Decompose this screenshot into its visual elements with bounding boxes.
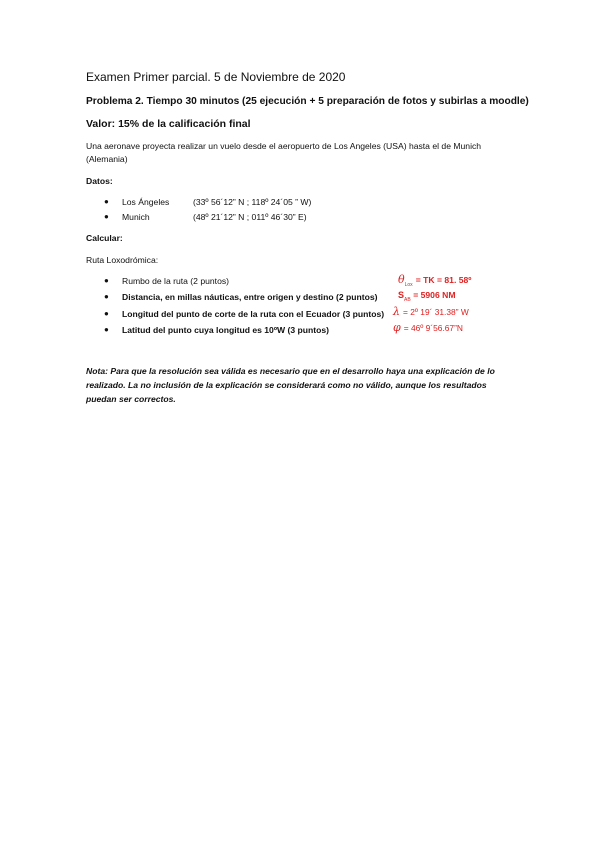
statement-line-1: Una aeronave proyecta realizar un vuelo desde el aeropuerto de Los Angeles (USA) hasta el de Munich: [86, 141, 482, 151]
answer-latitude: [393, 321, 463, 334]
calcular-item-label: Latitud del punto cuya longitud es 10ºW (3 puntos): [122, 325, 329, 335]
exam-title: Examen Primer parcial. 5 de Noviembre de 2020: [86, 70, 346, 84]
statement-line-2: (Alemania): [86, 154, 128, 164]
answer-symbol: φ: [393, 321, 401, 334]
answer-value: = 46º 9´56.67”N: [403, 323, 463, 333]
answer-heading: [398, 273, 471, 288]
answer-symbol: λ: [393, 305, 400, 318]
answer-symbol: S: [398, 290, 405, 300]
bullet-icon: ●: [104, 276, 109, 285]
calcular-item-label: Longitud del punto de corte de la ruta con el Ecuador (3 puntos): [122, 309, 385, 319]
value-line: Valor: 15% de la calificación final: [86, 118, 251, 130]
datos-item-coords: (33º 56´12” N ; 118º 24´05 ” W): [193, 197, 312, 207]
answer-distance: [398, 290, 455, 303]
answer-subscript: AB: [404, 296, 411, 303]
answer-subscript: Lox: [404, 282, 413, 289]
answer-value: = 5906 NM: [413, 290, 456, 300]
datos-item-name: Munich: [122, 212, 150, 222]
calcular-heading: Calcular:: [86, 233, 123, 243]
ruta-heading: Ruta Loxodrómica:: [86, 255, 159, 265]
bullet-icon: ●: [104, 309, 109, 318]
answer-value: = TK = 81. 58º: [415, 275, 472, 285]
calcular-item-label: Distancia, en millas náuticas, entre origen y destino (2 puntos): [122, 292, 378, 302]
bullet-icon: ●: [104, 197, 109, 206]
answer-longitude: [393, 305, 469, 318]
calcular-item-label: Rumbo de la ruta (2 puntos): [122, 276, 230, 286]
answer-value: = 2º 19´ 31.38” W: [403, 307, 469, 317]
datos-item-name: Los Ángeles: [122, 197, 170, 207]
bullet-icon: ●: [104, 212, 109, 221]
problem-heading: Problema 2. Tiempo 30 minutos (25 ejecución + 5 preparación de fotos y subirlas a moodle): [86, 96, 529, 107]
datos-item-coords: (48º 21´12” N ; 011º 46´30” E): [193, 212, 307, 222]
bullet-icon: ●: [104, 325, 109, 334]
answer-symbol: θ: [398, 273, 405, 286]
datos-heading: Datos:: [86, 176, 113, 186]
bullet-icon: ●: [104, 292, 109, 301]
note-paragraph: Nota: Para que la resolución sea válida es necesario que en el desarrollo haya una explicación de lo realizado. La no inclusión de la explicación se considerará como no válido, aunque los resultados puedan ser correctos.: [86, 366, 495, 404]
